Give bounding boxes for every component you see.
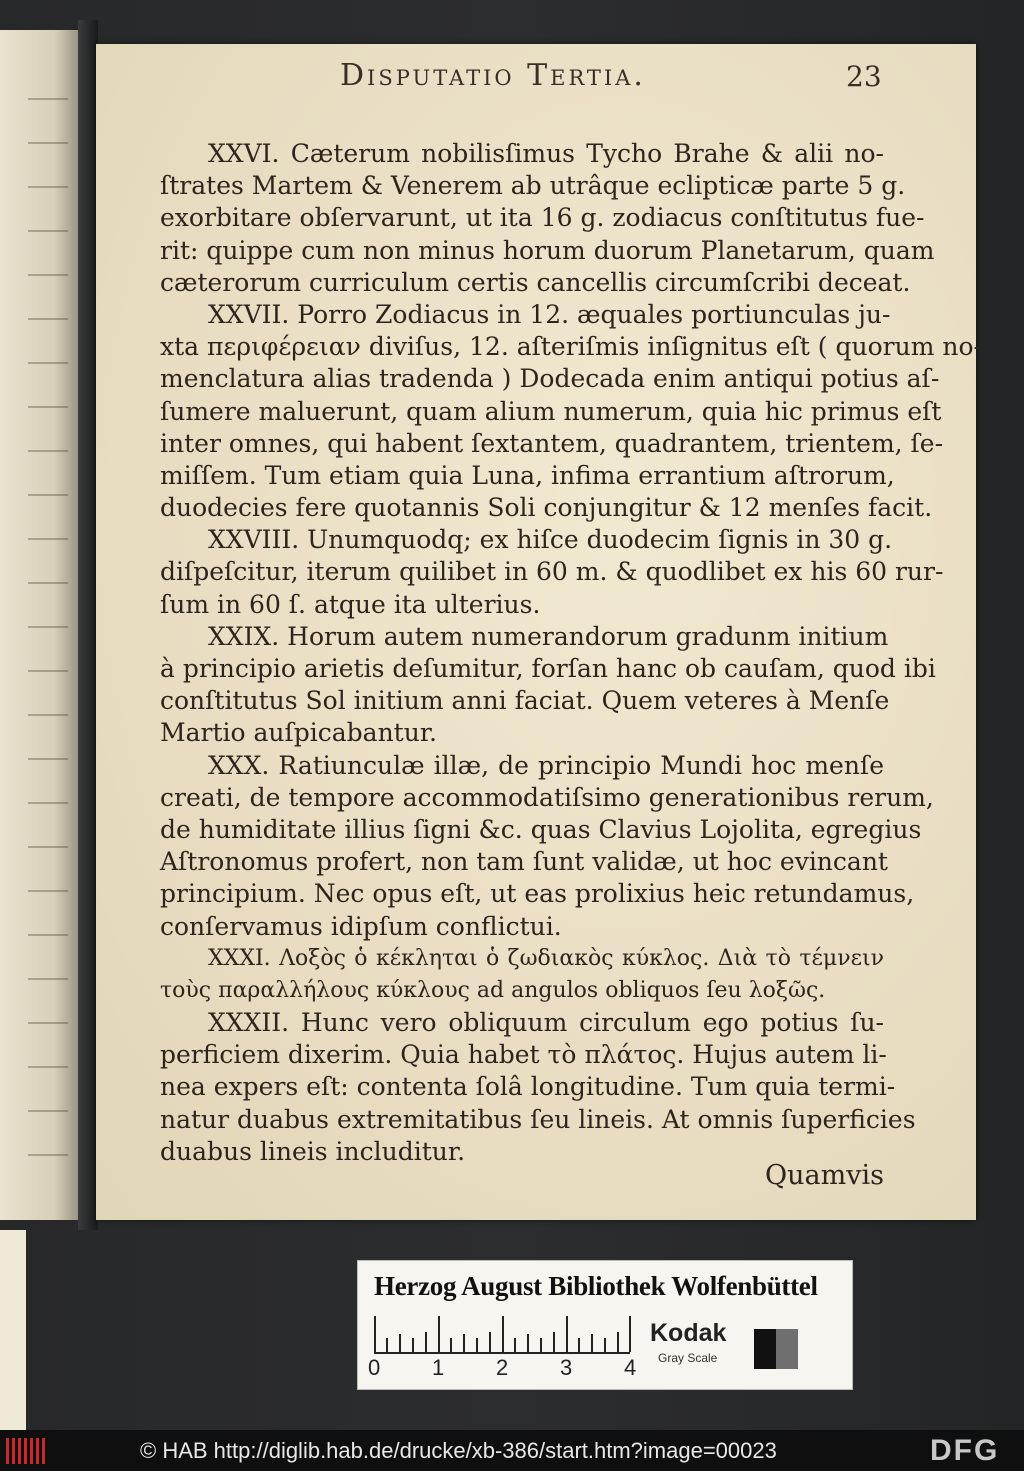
text-line: XXXII. Hunc vero obliquum circulum ego potius ſu- <box>208 1008 884 1038</box>
dfg-logo: DFG <box>930 1434 1000 1467</box>
ruler-tick <box>578 1338 580 1352</box>
library-name: Herzog August Bibliothek Wolfenbüttel <box>374 1271 818 1301</box>
gray-patch <box>776 1329 798 1369</box>
ruler-tick <box>540 1338 542 1352</box>
ruler-tick <box>502 1316 504 1352</box>
ruler-tick <box>591 1334 593 1352</box>
facing-page-edge <box>0 30 80 1220</box>
text-line: de humiditate illius ſigni &c. quas Clavius Lojolita, egregius <box>160 814 922 844</box>
spine-shadow <box>78 20 98 1230</box>
text-line: XXVI. Cæterum nobilisſimus Tycho Brahe & alii no- <box>208 139 884 168</box>
ruler-tick <box>399 1334 401 1352</box>
ruler-tick <box>553 1332 555 1352</box>
ruler-number: 1 <box>432 1355 445 1380</box>
text-line: XXIX. Horum autem numerandorum gradunm initium <box>208 621 889 651</box>
ruler-tick <box>463 1334 465 1352</box>
text-line: à principio arietis deſumitur, forſan hanc ob cauſam, quod ibi <box>160 654 936 683</box>
ruler-number: 0 <box>368 1355 381 1380</box>
ruler-tick <box>476 1338 478 1352</box>
page-number: 23 <box>846 60 882 93</box>
text-line: perficiem dixerim. Quia habet τὸ πλάτος. Hujus autem li- <box>160 1040 887 1070</box>
ruler-tick <box>566 1316 568 1352</box>
library-color-label <box>357 1260 853 1390</box>
hab-logo-icon <box>6 1438 48 1464</box>
text-line: xta περιφέρειαν diviſus, 12. aſteriſmis inſignitus eſt ( quorum no- <box>160 332 982 362</box>
ruler-number: 2 <box>496 1355 509 1380</box>
ruler-tick <box>450 1338 452 1352</box>
text-line: duabus lineis includitur. <box>160 1136 466 1166</box>
text-line: XXX. Ratiunculæ illæ, de principio Mundi hoc menſe <box>208 750 884 780</box>
text-line-greek: XXXI. Λοξὸς ὁ κέκληται ὁ ζωδιακὸς κύκλος. Διὰ τὸ τέμνειν <box>208 945 884 971</box>
text-line: ſtrates Martem & Venerem ab utrâque eclipticæ parte 5 g. <box>160 171 906 201</box>
text-line: duodecies fere quotannis Soli conjungitur & 12 menſes facit. <box>160 493 933 523</box>
catchword: Quamvis <box>765 1160 884 1191</box>
text-line: Martio auſpicabantur. <box>160 718 437 748</box>
text-line: miſſem. Tum etiam quia Luna, infima errantium aſtrorum, <box>160 460 895 490</box>
ruler-number: 3 <box>560 1355 573 1380</box>
text-line: exorbitare obſervarunt, ut ita 16 g. zodiacus conſtitutus fue- <box>160 203 925 233</box>
text-line: menclatura alias tradenda ) Dodecada enim antiqui potius aſ- <box>160 364 940 394</box>
text-line: creati, de tempore accommodatiſsimo generationibus rerum, <box>160 782 934 812</box>
ruler-number: 4 <box>624 1355 637 1380</box>
kodak-subtitle: Gray Scale <box>658 1351 718 1365</box>
text-line: Aſtronomus profert, non tam ſunt validæ, ut hoc evincant <box>160 847 888 877</box>
text-line: inter omnes, qui habent ſextantem, quadrantem, trientem, ſe- <box>160 428 944 458</box>
body-text <box>160 138 982 1168</box>
page-edge-strip <box>0 1230 26 1430</box>
kodak-brand: Kodak <box>650 1319 727 1347</box>
footer-bar <box>0 1430 1024 1471</box>
copyright-link[interactable]: © HAB http://diglib.hab.de/drucke/xb-386/start.htm?image=00023 <box>140 1438 777 1463</box>
ruler-tick <box>617 1332 619 1352</box>
ruler-tick <box>438 1316 440 1352</box>
ruler-tick <box>386 1338 388 1352</box>
text-line: conſtitutus Sol initium anni faciat. Quem veteres à Menſe <box>160 686 890 716</box>
text-line: ſum in 60 ſ. atque ita ulterius. <box>160 589 541 619</box>
text-line: cæterorum curriculum certis cancellis circumſcribi deceat. <box>160 267 911 297</box>
black-patch <box>754 1329 776 1369</box>
running-head: Disputatio Tertia. <box>340 58 646 93</box>
text-line: principium. Nec opus eſt, ut eas prolixius heic retundamus, <box>160 879 915 909</box>
text-line: nea expers eſt: contenta ſolâ longitudine. Tum quia termi- <box>160 1072 896 1102</box>
text-line: rit: quippe cum non minus horum duorum Planetarum, quam <box>160 235 935 265</box>
text-line: diſpeſcitur, iterum quilibet in 60 m. & quodlibet ex his 60 rur- <box>160 557 944 587</box>
text-line: conſervamus idipſum conflictui. <box>160 911 562 941</box>
ruler-tick <box>514 1338 516 1352</box>
ruler-tick <box>527 1334 529 1352</box>
ruler-tick <box>629 1316 631 1352</box>
ruler-tick <box>412 1338 414 1352</box>
text-line: natur duabus extremitatibus ſeu lineis. At omnis ſuperficies <box>160 1104 916 1134</box>
ruler-tick <box>604 1338 606 1352</box>
text-line: ſumere maluerunt, quam alium numerum, quia hic primus eſt <box>160 396 942 426</box>
ruler-tick <box>425 1332 427 1352</box>
text-line: XXVIII. Unumquodq; ex hiſce duodecim ſignis in 30 g. <box>208 525 893 555</box>
text-line-greek: τοὺς παραλλήλους κύκλους ad angulos obliquos ſeu λοξῶς. <box>160 977 826 1003</box>
ruler-scale <box>374 1316 630 1354</box>
ruler-tick <box>489 1332 491 1352</box>
text-line: XXVII. Porro Zodiacus in 12. æquales portiunculas ju- <box>208 299 891 329</box>
ruler-tick <box>374 1316 376 1352</box>
facing-page-text-trace <box>28 70 68 1170</box>
